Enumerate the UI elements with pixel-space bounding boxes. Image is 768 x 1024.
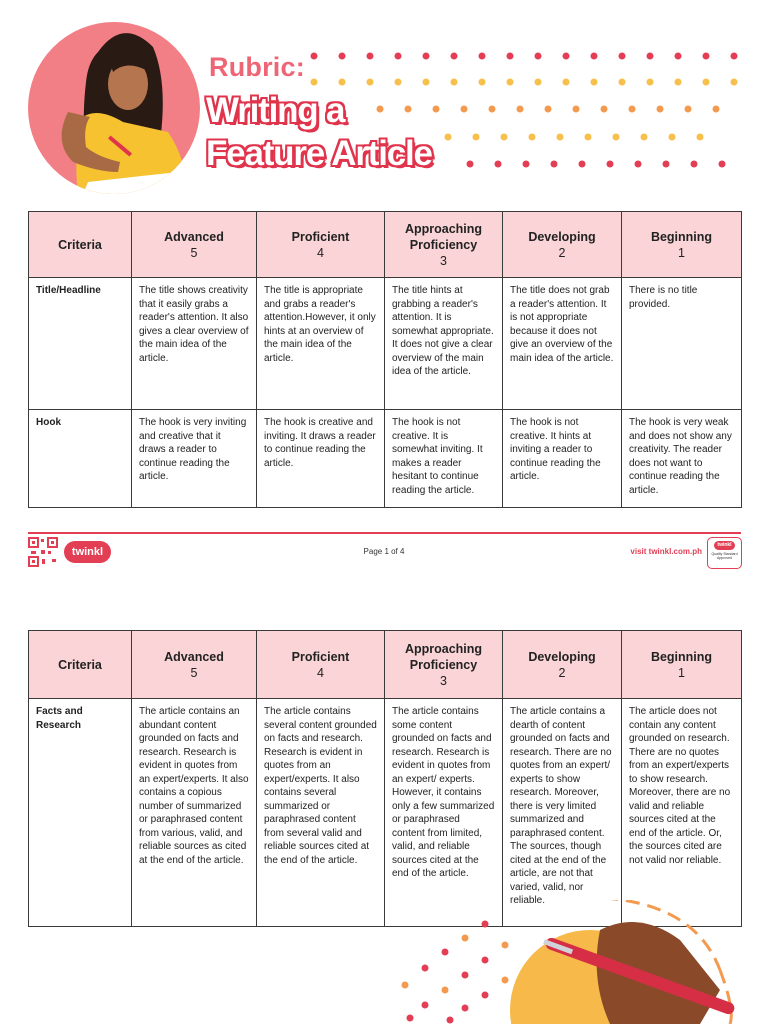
decor-dot <box>502 977 509 984</box>
decor-dot <box>442 987 449 994</box>
decor-dot <box>691 161 698 168</box>
approaching-cell: The article contains some content grounded on facts and research. Research is evident in quotes from an expert/ experts. However, it contains only a few summarized or paraphrased content from limited, valid, and reliable sources cited at the end of the article. <box>385 699 503 927</box>
header-beginning: Beginning 1 <box>622 212 742 278</box>
table-header-row <box>29 212 742 278</box>
developing-cell: The title does not grab a reader's attention. It is not appropriate because it does not give an overview of the main idea of the article. <box>503 278 622 410</box>
approaching-cell: The title hints at grabbing a reader's attention. It is somewhat appropriate. It does not give a clear overview of the main idea of the article. <box>385 278 503 410</box>
decor-dot <box>703 53 710 60</box>
decor-dot <box>467 161 474 168</box>
advanced-cell: The hook is very inviting and creative that it draws a reader to continue reading the article. <box>132 410 257 508</box>
header-proficient: Proficient 4 <box>257 631 385 699</box>
header-developing: Developing 2 <box>503 212 622 278</box>
decor-dot <box>445 134 452 141</box>
decor-dot <box>507 79 514 86</box>
decor-dot <box>517 106 524 113</box>
criterion-cell: Facts and Research <box>29 699 132 927</box>
approaching-cell: The hook is not creative. It is somewhat inviting. It makes a reader hesitant to continue reading the article. <box>385 410 503 508</box>
decor-dot <box>601 106 608 113</box>
advanced-cell: The title shows creativity that it easily grabs a reader's attention. It also gives a clear overview of the main idea of the article. <box>132 278 257 410</box>
decor-dot <box>402 982 409 989</box>
beginning-cell: The article does not contain any content grounded on research. There are no quotes from an expert/experts to show research. Moreover, there are no valid and reliable sources cited at the end of the article. Or, the sources cited are not valid nor reliable. <box>622 699 742 927</box>
decor-dot <box>669 134 676 141</box>
decor-dot <box>647 79 654 86</box>
decor-dot <box>462 935 469 942</box>
decor-dot <box>422 1002 429 1009</box>
decor-dot <box>462 1005 469 1012</box>
decor-dot <box>339 53 346 60</box>
page-number: Page 1 of 4 <box>363 547 405 556</box>
decor-dot <box>613 134 620 141</box>
badge-text: Quality Standard Approved <box>711 552 738 560</box>
header-criteria: Criteria <box>29 212 132 278</box>
decor-dot <box>447 1017 454 1024</box>
decor-dot <box>697 134 704 141</box>
decor-dot <box>407 1015 414 1022</box>
page-title-line-1: Writing a <box>206 91 345 130</box>
decor-dot <box>405 106 412 113</box>
criterion-cell: Hook <box>29 410 132 508</box>
decor-dot <box>311 53 318 60</box>
rubric-table-2 <box>28 630 742 927</box>
decor-dot <box>607 161 614 168</box>
table-row <box>29 699 742 927</box>
decor-dot <box>675 79 682 86</box>
decor-dot <box>311 79 318 86</box>
header-criteria: Criteria <box>29 631 132 699</box>
decor-dot <box>535 53 542 60</box>
decor-dot <box>663 161 670 168</box>
decor-dot <box>675 53 682 60</box>
decor-dot <box>703 79 710 86</box>
decor-dot <box>442 949 449 956</box>
table-header-row <box>29 631 742 699</box>
decor-dot <box>377 106 384 113</box>
decor-dot <box>731 79 738 86</box>
developing-cell: The article contains a dearth of content grounded on facts and research. There are no quotes from an expert/ experts to show research. Moreover, there is very limited summarized and paraphrased content. The sources, though cited at the end of the article, are not that varied, valid, nor reliable. <box>503 699 622 927</box>
table-row <box>29 410 742 508</box>
decor-dot <box>731 53 738 60</box>
rubric-label: Rubric: <box>209 52 305 82</box>
decor-dot <box>462 972 469 979</box>
decor-dot <box>422 965 429 972</box>
decor-dot <box>367 53 374 60</box>
header-developing: Developing 2 <box>503 631 622 699</box>
decor-dot <box>635 161 642 168</box>
decor-dot <box>395 53 402 60</box>
page-title-line-2: Feature Article <box>206 134 432 173</box>
decor-dot <box>591 79 598 86</box>
header-approaching: Approaching Proficiency 3 <box>385 212 503 278</box>
decor-dot <box>395 79 402 86</box>
twinkl-logo: twinkl <box>64 541 111 563</box>
advanced-cell: The article contains an abundant content grounded on facts and research. Research is evident in quotes from an expert/experts. It also contains a copious number of summarized or paraphrased content from various, valid, and reliable sources as cited at the end of the article. <box>132 699 257 927</box>
decor-dot <box>451 53 458 60</box>
beginning-cell: The hook is very weak and does not show any creativity. The reader does not want to continue reading the article. <box>622 410 742 508</box>
decor-dot <box>573 106 580 113</box>
decor-dot <box>629 106 636 113</box>
decor-dot <box>535 79 542 86</box>
decor-dot <box>482 992 489 999</box>
decor-dot <box>479 53 486 60</box>
quality-badge-icon <box>707 537 742 569</box>
decor-dot <box>507 53 514 60</box>
decor-dot <box>713 106 720 113</box>
hand-writing-illustration <box>0 900 768 1024</box>
decor-dot <box>433 106 440 113</box>
decor-dot <box>489 106 496 113</box>
decor-dot <box>657 106 664 113</box>
decor-dot <box>619 79 626 86</box>
decor-dot <box>423 79 430 86</box>
header-approaching: Approaching Proficiency 3 <box>385 631 503 699</box>
decor-dot <box>423 53 430 60</box>
footer-divider <box>28 532 741 534</box>
rubric-table-1 <box>28 211 742 508</box>
decor-dot <box>451 79 458 86</box>
decor-dot <box>461 106 468 113</box>
decor-dot <box>523 161 530 168</box>
proficient-cell: The article contains several content grounded on facts and research. Research is evident in quotes from an expert/experts. It also contains several summarized or paraphrased content from several valid and reliable sources cited at the end of the article. <box>257 699 385 927</box>
decor-dot <box>579 161 586 168</box>
beginning-cell: There is no title provided. <box>622 278 742 410</box>
decor-dot <box>339 79 346 86</box>
decor-dot <box>563 79 570 86</box>
developing-cell: The hook is not creative. It hints at inviting a reader to continue reading the article. <box>503 410 622 508</box>
header-advanced: Advanced 5 <box>132 212 257 278</box>
decor-dot <box>551 161 558 168</box>
decor-dot <box>482 921 489 928</box>
decor-dot <box>473 134 480 141</box>
decor-dot <box>482 957 489 964</box>
decor-dot <box>585 134 592 141</box>
decor-dot <box>502 942 509 949</box>
header-proficient: Proficient 4 <box>257 212 385 278</box>
decor-dot <box>641 134 648 141</box>
criterion-cell: Title/Headline <box>29 278 132 410</box>
decor-dot <box>647 53 654 60</box>
decor-dot <box>479 79 486 86</box>
badge-logo: twinkl <box>714 541 735 550</box>
decor-dot <box>501 134 508 141</box>
decor-dot <box>719 161 726 168</box>
decor-dot <box>563 53 570 60</box>
decor-dot <box>545 106 552 113</box>
decor-dot <box>685 106 692 113</box>
decor-dot <box>367 79 374 86</box>
decor-dot <box>529 134 536 141</box>
qr-code-icon <box>28 537 58 567</box>
header-advanced: Advanced 5 <box>132 631 257 699</box>
student-illustration <box>28 22 200 194</box>
proficient-cell: The title is appropriate and grabs a reader's attention.However, it only hints at an overview of the main idea of the article. <box>257 278 385 410</box>
proficient-cell: The hook is creative and inviting. It draws a reader to continue reading the article. <box>257 410 385 508</box>
decor-dot <box>591 53 598 60</box>
header-beginning: Beginning 1 <box>622 631 742 699</box>
table-row <box>29 278 742 410</box>
decor-dot <box>557 134 564 141</box>
decor-dot <box>495 161 502 168</box>
visit-link[interactable]: visit twinkl.com.ph <box>630 547 702 556</box>
decor-dot <box>619 53 626 60</box>
